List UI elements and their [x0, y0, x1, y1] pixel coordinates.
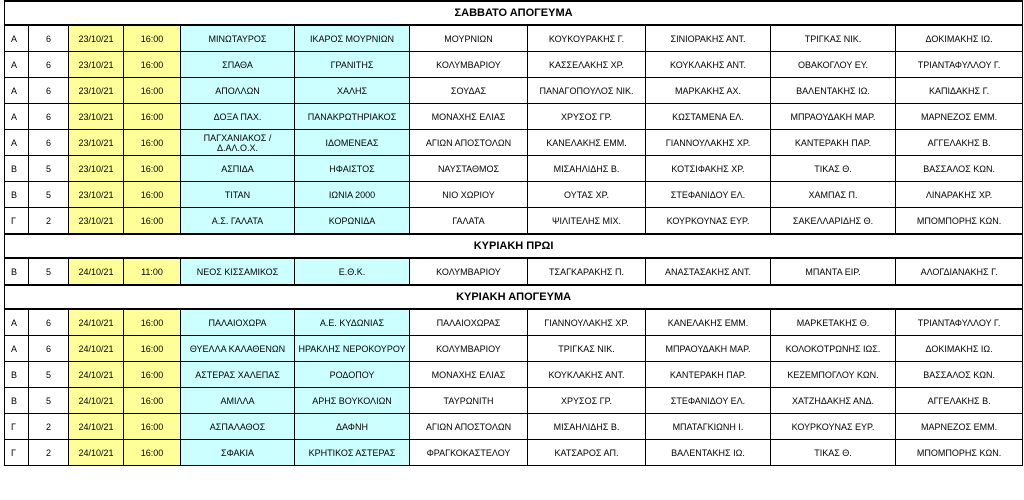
assistant-2-cell: ΤΙΚΑΣ Θ.	[771, 440, 896, 466]
observer-cell: ΑΓΓΕΛΑΚΗΣ Β.	[896, 130, 1023, 156]
match-row	[5, 130, 1023, 156]
date-cell: 23/10/21	[69, 182, 124, 208]
referee-cell: ΠΑΝΑΓΟΠΟΥΛΟΣ ΝΙΚ.	[528, 78, 646, 104]
assistant-1-cell: ΚΟΥΡΚΟΥΝΑΣ ΕΥΡ.	[646, 208, 771, 235]
section-title: ΚΥΡΙΑΚΗ ΑΠΟΓΕΥΜΑ	[5, 285, 1023, 309]
observer-cell: ΑΓΓΕΛΑΚΗΣ Β.	[896, 388, 1023, 414]
observer-cell: ΒΑΣΣΑΛΟΣ ΚΩΝ.	[896, 362, 1023, 388]
match-row	[5, 182, 1023, 208]
away-team-cell: Ε.Θ.Κ.	[295, 258, 410, 285]
assistant-2-cell: ΧΑΤΖΗΔΑΚΗΣ ΑΝΔ.	[771, 388, 896, 414]
referee-cell: ΟΥΤΑΣ ΧΡ.	[528, 182, 646, 208]
home-team-cell: ΣΦΑΚΙΑ	[181, 440, 295, 466]
fixtures-table	[4, 0, 1023, 466]
division-cell: Γ	[5, 414, 29, 440]
venue-cell: ΑΓΙΩΝ ΑΠΟΣΤΟΛΩΝ	[410, 414, 528, 440]
assistant-1-cell: ΓΙΑΝΝΟΥΛΑΚΗΣ ΧΡ.	[646, 130, 771, 156]
date-cell: 23/10/21	[69, 25, 124, 52]
referee-cell: ΚΟΥΚΛΑΚΗΣ ΑΝΤ.	[528, 362, 646, 388]
match-row	[5, 309, 1023, 336]
assistant-1-cell: ΣΤΕΦΑΝΙΔΟΥ ΕΛ.	[646, 388, 771, 414]
venue-cell: ΜΟΥΡΝΙΩΝ	[410, 25, 528, 52]
observer-cell: ΛΙΝΑΡΑΚΗΣ ΧΡ.	[896, 182, 1023, 208]
time-cell: 16:00	[124, 309, 181, 336]
away-team-cell: ΠΑΝΑΚΡΩΤΗΡΙΑΚΟΣ	[295, 104, 410, 130]
time-cell: 16:00	[124, 362, 181, 388]
match-row	[5, 104, 1023, 130]
away-team-cell: ΙΔΟΜΕΝΕΑΣ	[295, 130, 410, 156]
group-cell: 6	[29, 78, 69, 104]
time-cell: 11:00	[124, 258, 181, 285]
home-team-cell: Α.Σ. ΓΑΛΑΤΑ	[181, 208, 295, 235]
division-cell: Α	[5, 104, 29, 130]
away-team-cell: ΗΦΑΙΣΤΟΣ	[295, 156, 410, 182]
observer-cell: ΔΟΚΙΜΑΚΗΣ ΙΩ.	[896, 336, 1023, 362]
division-cell: Α	[5, 130, 29, 156]
assistant-1-cell: ΑΝΑΣΤΑΣΑΚΗΣ ΑΝΤ.	[646, 258, 771, 285]
observer-cell: ΜΑΡΝΕΖΟΣ ΕΜΜ.	[896, 414, 1023, 440]
venue-cell: ΝΙΟ ΧΩΡΙΟΥ	[410, 182, 528, 208]
date-cell: 24/10/21	[69, 414, 124, 440]
division-cell: Γ	[5, 208, 29, 235]
assistant-1-cell: ΚΑΝΕΛΑΚΗΣ ΕΜΜ.	[646, 309, 771, 336]
observer-cell: ΜΠΟΜΠΟΡΗΣ ΚΩΝ.	[896, 440, 1023, 466]
match-row	[5, 440, 1023, 466]
match-row	[5, 25, 1023, 52]
group-cell: 5	[29, 258, 69, 285]
assistant-2-cell: ΜΠΑΝΤΑ ΕΙΡ.	[771, 258, 896, 285]
date-cell: 24/10/21	[69, 362, 124, 388]
group-cell: 5	[29, 156, 69, 182]
time-cell: 16:00	[124, 182, 181, 208]
section-header-row	[5, 1, 1023, 25]
venue-cell: ΦΡΑΓΚΟΚΑΣΤΕΛΟΥ	[410, 440, 528, 466]
date-cell: 23/10/21	[69, 156, 124, 182]
home-team-cell: ΣΠΑΘΑ	[181, 52, 295, 78]
division-cell: Γ	[5, 440, 29, 466]
away-team-cell: ΧΑΛΗΣ	[295, 78, 410, 104]
away-team-cell: ΗΡΑΚΛΗΣ ΝΕΡΟΚΟΥΡΟΥ	[295, 336, 410, 362]
referee-cell: ΓΙΑΝΝΟΥΛΑΚΗΣ ΧΡ.	[528, 309, 646, 336]
home-team-cell: ΤΙΤΑΝ	[181, 182, 295, 208]
assistant-1-cell: ΣΤΕΦΑΝΙΔΟΥ ΕΛ.	[646, 182, 771, 208]
away-team-cell: ΙΩΝΙΑ 2000	[295, 182, 410, 208]
assistant-2-cell: ΜΑΡΚΕΤΑΚΗΣ Θ.	[771, 309, 896, 336]
venue-cell: ΑΓΙΩΝ ΑΠΟΣΤΟΛΩΝ	[410, 130, 528, 156]
group-cell: 6	[29, 309, 69, 336]
match-row	[5, 414, 1023, 440]
division-cell: Β	[5, 388, 29, 414]
time-cell: 16:00	[124, 25, 181, 52]
venue-cell: ΜΟΝΑΧΗΣ ΕΛΙΑΣ	[410, 104, 528, 130]
match-row	[5, 52, 1023, 78]
observer-cell: ΒΑΣΣΑΛΟΣ ΚΩΝ.	[896, 156, 1023, 182]
referee-cell: ΧΡΥΣΟΣ ΓΡ.	[528, 104, 646, 130]
referee-cell: ΚΑΣΣΕΛΑΚΗΣ ΧΡ.	[528, 52, 646, 78]
division-cell: Β	[5, 182, 29, 208]
home-team-cell: ΘΥΕΛΛΑ ΚΑΛΑΘΕΝΩΝ	[181, 336, 295, 362]
assistant-2-cell: ΤΙΚΑΣ Θ.	[771, 156, 896, 182]
match-row	[5, 362, 1023, 388]
time-cell: 16:00	[124, 156, 181, 182]
time-cell: 16:00	[124, 414, 181, 440]
venue-cell: ΓΑΛΑΤΑ	[410, 208, 528, 235]
date-cell: 24/10/21	[69, 440, 124, 466]
date-cell: 24/10/21	[69, 336, 124, 362]
date-cell: 23/10/21	[69, 52, 124, 78]
observer-cell: ΚΑΠΙΔΑΚΗΣ Γ.	[896, 78, 1023, 104]
referee-cell: ΧΡΥΣΟΣ ΓΡ.	[528, 388, 646, 414]
time-cell: 16:00	[124, 52, 181, 78]
home-team-cell: ΑΣΠΑΛΑΘΟΣ	[181, 414, 295, 440]
group-cell: 2	[29, 440, 69, 466]
referee-cell: ΜΙΣΑΗΛΙΔΗΣ Β.	[528, 156, 646, 182]
home-team-cell: ΠΑΓΧΑΝΙΑΚΟΣ / Δ.ΑΛ.Ο.Χ.	[181, 130, 295, 156]
venue-cell: ΚΟΛΥΜΒΑΡΙΟΥ	[410, 336, 528, 362]
assistant-1-cell: ΜΑΡΚΑΚΗΣ ΑΧ.	[646, 78, 771, 104]
section-title: ΚΥΡΙΑΚΗ ΠΡΩΙ	[5, 234, 1023, 258]
home-team-cell: ΠΑΛΑΙΟΧΩΡΑ	[181, 309, 295, 336]
division-cell: Α	[5, 25, 29, 52]
assistant-1-cell: ΚΟΤΣΙΦΑΚΗΣ ΧΡ.	[646, 156, 771, 182]
referee-cell: ΜΙΣΑΗΛΙΔΗΣ Β.	[528, 414, 646, 440]
date-cell: 23/10/21	[69, 104, 124, 130]
venue-cell: ΚΟΛΥΜΒΑΡΙΟΥ	[410, 52, 528, 78]
date-cell: 23/10/21	[69, 78, 124, 104]
assistant-2-cell: ΚΑΝΤΕΡΑΚΗ ΠΑΡ.	[771, 130, 896, 156]
assistant-1-cell: ΚΑΝΤΕΡΑΚΗ ΠΑΡ.	[646, 362, 771, 388]
home-team-cell: ΜΙΝΩΤΑΥΡΟΣ	[181, 25, 295, 52]
away-team-cell: ΔΑΦΝΗ	[295, 414, 410, 440]
venue-cell: ΠΑΛΑΙΟΧΩΡΑΣ	[410, 309, 528, 336]
time-cell: 16:00	[124, 336, 181, 362]
match-row	[5, 156, 1023, 182]
observer-cell: ΑΛΟΓΔΙΑΝΑΚΗΣ Γ.	[896, 258, 1023, 285]
venue-cell: ΜΟΝΑΧΗΣ ΕΛΙΑΣ	[410, 362, 528, 388]
assistant-1-cell: ΚΩΣΤΑΜΕΝΑ ΕΛ.	[646, 104, 771, 130]
division-cell: Β	[5, 258, 29, 285]
away-team-cell: ΚΟΡΩΝΙΔΑ	[295, 208, 410, 235]
time-cell: 16:00	[124, 78, 181, 104]
assistant-1-cell: ΒΑΛΕΝΤΑΚΗΣ ΙΩ.	[646, 440, 771, 466]
time-cell: 16:00	[124, 208, 181, 235]
group-cell: 2	[29, 414, 69, 440]
assistant-1-cell: ΜΠΡΑΟΥΔΑΚΗ ΜΑΡ.	[646, 336, 771, 362]
date-cell: 24/10/21	[69, 388, 124, 414]
fixtures-sheet	[4, 0, 1022, 466]
venue-cell: ΚΟΛΥΜΒΑΡΙΟΥ	[410, 258, 528, 285]
match-row	[5, 208, 1023, 235]
venue-cell: ΝΑΥΣΤΑΘΜΟΣ	[410, 156, 528, 182]
referee-cell: ΚΑΝΕΛΑΚΗΣ ΕΜΜ.	[528, 130, 646, 156]
group-cell: 5	[29, 362, 69, 388]
referee-cell: ΤΣΑΓΚΑΡΑΚΗΣ Π.	[528, 258, 646, 285]
assistant-2-cell: ΚΟΛΟΚΟΤΡΩΝΗΣ ΙΩΣ.	[771, 336, 896, 362]
time-cell: 16:00	[124, 104, 181, 130]
group-cell: 6	[29, 25, 69, 52]
venue-cell: ΤΑΥΡΩΝΙΤΗ	[410, 388, 528, 414]
home-team-cell: ΑΜΙΛΛΑ	[181, 388, 295, 414]
assistant-2-cell: ΜΠΡΑΟΥΔΑΚΗ ΜΑΡ.	[771, 104, 896, 130]
observer-cell: ΔΟΚΙΜΑΚΗΣ ΙΩ.	[896, 25, 1023, 52]
home-team-cell: ΑΣΤΕΡΑΣ ΧΑΛΕΠΑΣ	[181, 362, 295, 388]
assistant-2-cell: ΧΑΜΠΑΣ Π.	[771, 182, 896, 208]
match-row	[5, 258, 1023, 285]
time-cell: 16:00	[124, 130, 181, 156]
assistant-2-cell: ΣΑΚΕΛΛΑΡΙΔΗΣ Θ.	[771, 208, 896, 235]
group-cell: 5	[29, 388, 69, 414]
assistant-2-cell: ΚΕΖΕΜΠΟΓΛΟΥ ΚΩΝ.	[771, 362, 896, 388]
group-cell: 5	[29, 182, 69, 208]
section-header-row	[5, 234, 1023, 258]
away-team-cell: ΑΡΗΣ ΒΟΥΚΟΛΙΩΝ	[295, 388, 410, 414]
group-cell: 6	[29, 52, 69, 78]
observer-cell: ΜΠΟΜΠΟΡΗΣ ΚΩΝ.	[896, 208, 1023, 235]
group-cell: 6	[29, 104, 69, 130]
division-cell: Α	[5, 336, 29, 362]
home-team-cell: ΑΣΠΙΔΑ	[181, 156, 295, 182]
date-cell: 24/10/21	[69, 309, 124, 336]
away-team-cell: ΓΡΑΝΙΤΗΣ	[295, 52, 410, 78]
assistant-1-cell: ΣΙΝΙΟΡΑΚΗΣ ΑΝΤ.	[646, 25, 771, 52]
date-cell: 24/10/21	[69, 258, 124, 285]
observer-cell: ΜΑΡΝΕΖΟΣ ΕΜΜ.	[896, 104, 1023, 130]
section-header-row	[5, 285, 1023, 309]
referee-cell: ΤΡΙΓΚΑΣ ΝΙΚ.	[528, 336, 646, 362]
date-cell: 23/10/21	[69, 130, 124, 156]
referee-cell: ΚΟΥΚΟΥΡΑΚΗΣ Γ.	[528, 25, 646, 52]
date-cell: 23/10/21	[69, 208, 124, 235]
division-cell: Α	[5, 309, 29, 336]
division-cell: Α	[5, 52, 29, 78]
away-team-cell: ΚΡΗΤΙΚΟΣ ΑΣΤΕΡΑΣ	[295, 440, 410, 466]
referee-cell: ΨΙΛΙΤΕΛΗΣ ΜΙΧ.	[528, 208, 646, 235]
away-team-cell: ΙΚΑΡΟΣ ΜΟΥΡΝΙΩΝ	[295, 25, 410, 52]
referee-cell: ΚΑΤΣΑΡΟΣ ΑΠ.	[528, 440, 646, 466]
observer-cell: ΤΡΙΑΝΤΑΦΥΛΛΟΥ Γ.	[896, 309, 1023, 336]
group-cell: 6	[29, 130, 69, 156]
assistant-1-cell: ΚΟΥΚΛΑΚΗΣ ΑΝΤ.	[646, 52, 771, 78]
assistant-2-cell: ΒΑΛΕΝΤΑΚΗΣ ΙΩ.	[771, 78, 896, 104]
observer-cell: ΤΡΙΑΝΤΑΦΥΛΛΟΥ Γ.	[896, 52, 1023, 78]
time-cell: 16:00	[124, 388, 181, 414]
assistant-1-cell: ΜΠΑΤΑΓΚΙΩΝΗ Ι.	[646, 414, 771, 440]
division-cell: Β	[5, 362, 29, 388]
home-team-cell: ΑΠΟΛΛΩΝ	[181, 78, 295, 104]
home-team-cell: ΝΕΟΣ ΚΙΣΣΑΜΙΚΟΣ	[181, 258, 295, 285]
assistant-2-cell: ΤΡΙΓΚΑΣ ΝΙΚ.	[771, 25, 896, 52]
home-team-cell: ΔΟΞΑ ΠΑΧ.	[181, 104, 295, 130]
match-row	[5, 78, 1023, 104]
match-row	[5, 388, 1023, 414]
group-cell: 2	[29, 208, 69, 235]
away-team-cell: ΡΟΔΟΠΟΥ	[295, 362, 410, 388]
venue-cell: ΣΟΥΔΑΣ	[410, 78, 528, 104]
group-cell: 6	[29, 336, 69, 362]
assistant-2-cell: ΚΟΥΡΚΟΥΝΑΣ ΕΥΡ.	[771, 414, 896, 440]
time-cell: 16:00	[124, 440, 181, 466]
section-title: ΣΑΒΒΑΤΟ ΑΠΟΓΕΥΜΑ	[5, 1, 1023, 25]
division-cell: Β	[5, 156, 29, 182]
match-row	[5, 336, 1023, 362]
assistant-2-cell: ΟΒΑΚΟΓΛΟΥ ΕΥ.	[771, 52, 896, 78]
division-cell: Α	[5, 78, 29, 104]
away-team-cell: Α.Ε. ΚΥΔΩΝΙΑΣ	[295, 309, 410, 336]
